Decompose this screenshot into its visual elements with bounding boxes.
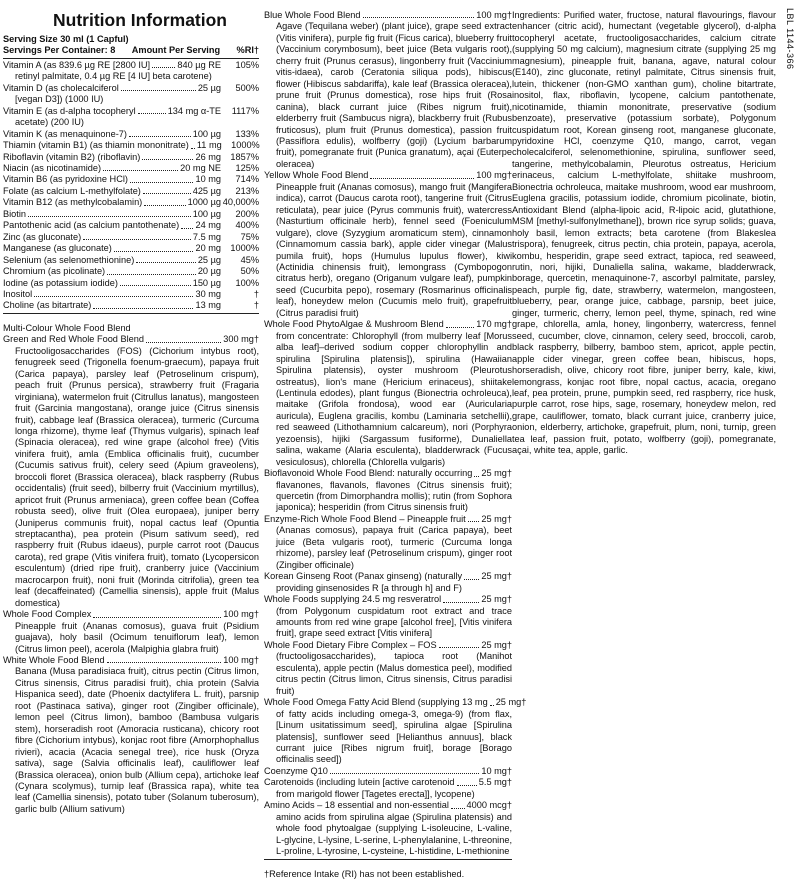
nutrient-ri: † (253, 288, 259, 299)
ingredients-text: Ingredients: Purified water, fructose, natural flavourings, flavour enhancer (citric acid), humectant (vegetable glycerol), d-alpha tocopheryl acetate, fructooligosaccharides, calcium citrate (supplying 50 mg calcium), magnesium citrate (supplying 25 mg magnesium), pineapple fruit, banana, agave, natural colour (E140), zinc gluconate, retinyl palmitate, Citrus sinensis fruit, lutein, thickener (non-GMO xanthan gum), choline bitartrate, inositol, flax, riboflavin, lycopene, calcium pantothenate, nicotinamide, thiamin mononitrate, preservative (sodium benzoate), preservative (potassium sorbate), Polygonum cuspidatum root, Korean ginseng root, manganese gluconate, pyridoxine HCl, coenzyme Q10, mango, carrot, vegan cholecalciferol, selenomethionine, spirulina, sunflower seed, tangerine, methylcobalamin, Pleurotus ostreatus, Hericium erinaceus, calcium L-methylfolate, shiitake mushroom, Bionectria ochroleuca, maitake mushroom, wood ear mushroom, Euglena gracilis, potassium iodide, chromium picolinate, biotin, Antioxidant Blend (alpha-lipoic acid, R-lipoic acid, glutathione, MSM [methyl-sulfonylmethane]), brown rice syrup solids; guava, holy basil, lemon extracts; beta carotene (from Blakeslea trispora), fenugreek, citrus pectin, chia protein, papaya, acerola, kombu, hesperidin, grape seed extract, tapioca, red seaweed, rutin, nori, hijiki, Dunaliella salina, wakame, bladderwrack, borage, quercetin, menaquinone-7, ascorbyl palmitate, parsley, peach, purple fig, date, strawberry, watermelon, mangosteen, blueberry, pear, orange juice, cabbage, parsnip, beet juice, ginger, turmeric, cherry, lemon peel, thyme, spinach, red wine grape, chlorella, amla, honey, lingonberry, watercress, fennel seed, cucumber, clove, cinnamon, celery seed, broccoli, carob, black raspberry, bilberry, bamboo stem, apricot, apple pectin, apple cider vinegar, green coffee bean, hibiscus, hops, horseradish, olive, chicory root fibre, juniper berry, kale, kiwi, lemongrass, konjac root fibre, nopal cactus, acacia, oregano leaf, pea protein, prune, pumpkin seed, red raspberry, rice husk, purple carrot, rose hips, sage, rosemary, honeydew melon, red grape, cauliflower, tomato, black currant juice, cranberry juice, onion, elderberry, artichoke, grapefruit, plum, noni, turnip, green tea leaf, passion fruit, potato, wolfberry (goji), pomegranate, açai, white tea, apple, garlic. (512, 10, 776, 456)
nutrient-detail: acetate) (200 IU) (15, 117, 84, 128)
nutrient-row (3, 209, 259, 220)
blend-row: Korean Ginseng Root (Panax ginseng) (naturally 25 mg† (264, 571, 512, 582)
nutrient-row (3, 278, 259, 289)
nutrient-amount: 1000 µg (187, 197, 221, 208)
blend-text: amino acids from spirulina algae (Spirulina platensis) and whole food phytoalgae (supplying L-isoleucine, L-valine, L-glycine, L-lysine, L-serine, L-phenylalanine, L-threonine, L-proline, L-tyrosine, L-cysteine, L-histidine, L-methionine (276, 811, 512, 857)
nutrition-facts-column (3, 10, 259, 815)
nutrient-name: Zinc (as gluconate) (3, 231, 82, 242)
nutrient-amount: 13 mg (195, 300, 221, 311)
nutrient-amount: 30 mg (195, 288, 221, 299)
divider (3, 313, 259, 314)
nutrient-ri: 1000% (231, 140, 260, 151)
nutrient-amount: 134 mg α-TE (167, 105, 221, 116)
blend-row: Enzyme-Rich Whole Food Blend – Pineapple fruit 25 mg† (264, 513, 512, 524)
nutrient-row (3, 220, 259, 231)
nutrient-row (3, 186, 259, 197)
nutrient-amount: 100 µg (192, 208, 221, 219)
nutrient-row (3, 140, 259, 151)
blend-text: Fructooligosaccharides (FOS) (Cichorium intybus root), fenugreek seed (Trigonella foenum-graecum), papaya fruit (Carica papaya), parsley leaf (Petroselinum crispum), peach fruit (Prunus persica), strawberry fruit (Fragaria virginiana), watermelon fruit (Citrullus lanatus), mangosteen fruit (Garcinia mangostana), orange juice (Citrus sinensis fruit), cabbage leaf (Brassica oleracea), turmeric (Curcuma longa rhizome), thyme leaf (Thymus vulgaris), spinach leaf (Spinacia oleracea), red wine grape (alcohol free) (Vitis vinifera fruit), amla (Emblica officinalis fruit), cucumber (Cucumis sativus fruit), celery seed (Apium graveolens), broccoli floret (Brassica oleracea), black raspberry (Rubus occidentalis) (fruit seed), bilberry fruit (Vaccinium myrtillus), apricot fruit (Prunus armeniaca), green coffee bean (Coffea robusta seed), olive fruit (Olea europaea), juniper berry (Juniperus communis fruit), nopal cactus leaf (Opuntia streptacantha), pea protein (Pisum sativum seed), red raspberry fruit (Rubus idaeus), purple carrot root (Daucus carota), red grape (Vitis vinifera fruit), tomato (Lycopersicon esculentum) (dried ripe fruit), cranberry juice (Vaccinium macrocarpon fruit), noni fruit (Morinda citrifolia), green tea leaf (decaffeinated) (Camellia sinensis), apple fruit (Malus domestica) (15, 345, 259, 608)
nutrient-amount: 25 µg (197, 82, 221, 93)
blend-row: Whole Food PhytoAlgae & Mushroom Blend 170 mg† (264, 319, 512, 330)
nutrient-row (3, 106, 259, 117)
nutrient-row (3, 60, 259, 71)
blend-text: Pineapple fruit (Ananas comosus), mango fruit (Mangifera indica), carrot (Daucus carota root), tangerine fruit (Citrus reticulata), pear juice (Pyrus communis fruit), watercress (Nasturtium officinale herb), fennel seed (Foeniculum vulgare), clove (Syzygium aromaticum stem), cinnamon (Cinnamomum cassia bark), apple cider vinegar (Malus pumila fruit), hops (Humulus lupulus flower), kiwi (Actinidia chinensis fruit), lemongrass (Cymbopogon citratus herb), oregano (Origanum vulgare leaf), pumpkin seed (Cucurbita pepo), rosemary (Rosmarinus officinalis leaf), honeydew melon (Cucumis melo fruit), grapefruit (Citrus paradisi fruit) (276, 181, 512, 318)
nutrient-amount: 20 mg NE (180, 162, 221, 173)
blend-text: Agave (Tequilana weber) (plant juice), grape seed extract (Vitis vinifera), purple fig fruit (Ficus carica), blueberry fruit (Vaccinium corymbosum), beet juice (Beta vulgaris root), cherry fruit (Prunus cerasus), lingonberry fruit (Vaccinium vitis-idaea), carob (Ceratonia siliqua pods), hibiscus flower (Hibiscus sabdariffa), kale leaf (Brassica oleracea), prune fruit (Prunus domestica), rose hips fruit (Rosa canina), black currant juice (Ribes nigrum fruit), elderberry fruit (Sambucus nigra), blackberry fruit (Rubus fruticosus), plum fruit (Prunus domestica), passion fruit (Passiflora edulis), wolfberry (goji) (Lycium barbarum fruit), pomegranate fruit (Punica granatum), açai (Euterpe oleracea) (276, 21, 512, 169)
nutrient-row (3, 197, 259, 208)
blend-row: White Whole Food Blend 100 mg† (3, 655, 259, 666)
nutrient-name: Pantothenic acid (as calcium pantothenate) (3, 220, 180, 231)
blend-text: from marigold flower [Tagetes erecta]], lycopene) (276, 788, 475, 799)
blend-row: Whole Foods supplying 24.5 mg resveratrol 25 mg† (264, 594, 512, 605)
blend-text: of fatty acids including omega-3, omega-9) (from flax, [Linum usitatissimum seed], spirulina algae [Spirulina platensis], sunflower seed [Helianthus annuus], black currant juice [Ribes nigrum fruit], borage [Borago officinalis seed]) (276, 708, 512, 765)
blend-text: from concentrate: Chlorophyll (from mulberry leaf [Morus alba leaf]–derived sodium copper chlorophyllin and spirulina [Spirulina platensis]), spirulina (Hawaiian Spirulina platensis), oyster mushroom (Pleurotus ostreatus), lion's mane (Hericium erinaceus), shiitake (Lentinula edodes), plant fungus (Bionectria ochroleuca), maitake (Grifola frondosa), wood ear (Auricularia auricula), Euglena gracilis, kombu (Laminaria setchellii), red seaweed (Lithothamnium calcareum), nori (Porphyra yezoensis), hijiki (Sargassum fusiforme), Dunaliella salina, wakame (Alaria esculenta), bladderwrack (Fucus vesiculosus), chlorella (Chlorella vulgaris) (276, 330, 512, 467)
nutrient-amount: 840 µg RE (177, 59, 221, 70)
serving-size: Serving Size 30 ml (1 Capful) (3, 34, 129, 44)
nutrient-ri: 50% (240, 266, 259, 277)
amount-header: Amount Per Serving (131, 45, 221, 56)
nutrient-name: Vitamin E (as d-alpha tocopheryl (3, 105, 136, 116)
nutrient-name: Thiamin (vitamin B1) (as thiamin mononitrate) (3, 140, 189, 151)
nutrient-row (3, 163, 259, 174)
nutrient-ri: 45% (240, 254, 259, 265)
blend-text: (fructooligosaccharides), tapioca root (Manihot esculenta), apple pectin (Malus domestica peel), modified citrus pectin (Citrus limon, Citrus sinensis, Citrus paradisi fruit) (276, 651, 512, 696)
nutrient-ri: 400% (235, 220, 259, 231)
blend-text: providing ginsenosides R [a through h] and F) (276, 582, 462, 593)
nutrient-name: Manganese (as gluconate) (3, 243, 112, 254)
blend-row: Carotenoids (including lutein [active carotenoid 5.5 mg† (264, 777, 512, 788)
nutrient-amount: 20 mg (195, 243, 221, 254)
blend-row: Whole Food Complex 100 mg† (3, 609, 259, 620)
nutrient-amount: 25 µg (197, 254, 221, 265)
panel-title: Nutrition Information (53, 10, 228, 30)
nutrient-detail: [vegan D3]) (1000 IU) (15, 94, 104, 105)
blend-row: Yellow Whole Food Blend 100 mg† (264, 170, 512, 181)
blend-row: Whole Food Omega Fatty Acid Blend (supplying 13 mg 25 mg† (264, 697, 527, 708)
servings-per-container: Servings Per Container: 8 (3, 45, 116, 56)
nutrient-amount: 10 mg (195, 174, 221, 185)
nutrient-amount: 24 mg (195, 220, 221, 231)
nutrient-row (3, 232, 259, 243)
blend-row: Blue Whole Food Blend 100 mg† (264, 10, 512, 20)
nutrient-name: Chromium (as picolinate) (3, 266, 106, 277)
multi-colour-header: Multi-Colour Whole Food Blend (3, 322, 131, 333)
divider (3, 58, 259, 59)
blend-row: Whole Food Dietary Fibre Complex – FOS 25 mg† (264, 639, 512, 650)
nutrient-row (3, 289, 259, 300)
nutrient-name: Vitamin A (as 839.6 µg RE [2800 IU] (3, 59, 151, 70)
nutrient-name: Biotin (3, 208, 26, 219)
nutrient-ri: 1000% (230, 243, 259, 254)
nutrient-ri: 213% (235, 185, 259, 196)
nutrient-amount: 11 mg (196, 140, 222, 151)
nutrient-name: Inositol (3, 288, 33, 299)
nutrient-name: Vitamin D (as cholecalciferol (3, 82, 119, 93)
nutrient-amount: 20 µg (197, 266, 221, 277)
blend-row: Green and Red Whole Food Blend 300 mg† (3, 334, 259, 345)
nutrient-name: Vitamin B6 (as pyridoxine HCl) (3, 174, 128, 185)
nutrient-amount: 7.5 mg (192, 231, 221, 242)
nutrient-amount: 425 µg (192, 185, 221, 196)
blend-text: (from Polygonum cuspidatum root extract and trace amounts from red wine grape [alcohol free], [Vitis vinifera fruit], grape seed extract [Vitis vinifera] (276, 605, 512, 639)
nutrient-name: Riboflavin (vitamin B2) (riboflavin) (3, 151, 141, 162)
vitamin-list (3, 60, 259, 312)
nutrient-detail: retinyl palmitate, 0.4 µg RE [4 IU] beta carotene) (15, 71, 212, 82)
nutrient-name: Selenium (as selenomethionine) (3, 254, 135, 265)
label-code: LBL 1144-366 (785, 8, 795, 70)
nutrient-name: Iodine (as potassium iodide) (3, 277, 118, 288)
divider (264, 859, 512, 860)
blend-text: flavanones, flavanols, flavones (Citrus sinensis fruit); quercetin (from Dimorphandra mollis); rutin (from Sophora japonica); hesperidin (from Citrus sinensis fruit) (276, 479, 512, 513)
nutrient-ri: 75% (240, 231, 259, 242)
nutrient-amount: 100 µg (192, 128, 221, 139)
blend-row: Bioflavonoid Whole Food Blend: naturally occurring 25 mg† (264, 468, 512, 479)
nutrient-ri: † (253, 300, 259, 311)
servings-header (3, 45, 259, 56)
nutrient-ri: 500% (235, 82, 259, 93)
nutrient-row (3, 83, 259, 94)
blend-text: (Ananas comosus), papaya fruit (Carica papaya), beet juice (Beta vulgaris root), turmeric (Curcuma longa rhizome), parsley leaf (Petroselinum crispum), ginger root (Zingiber officinale) (276, 525, 512, 570)
nutrient-ri: 40,000% (222, 197, 259, 208)
blend-text: Pineapple fruit (Ananas comosus), guava fruit (Psidium guajava), holy basil (Ocimum tenuiflorum leaf), lemon (Citrus limon peel), acerola (Malpighia glabra fruit) (15, 620, 259, 654)
nutrient-ri: 133% (235, 128, 259, 139)
nutrient-ri: 714% (235, 174, 259, 185)
nutrient-ri: 200% (235, 208, 259, 219)
ri-footnote: †Reference Intake (RI) has not been established. (264, 868, 465, 879)
nutrient-name: Folate (as calcium L-methylfolate) (3, 185, 141, 196)
nutrient-amount: 150 µg (192, 277, 221, 288)
nutrient-ri: 100% (235, 277, 259, 288)
nutrient-row (3, 300, 259, 311)
nutrient-ri: 125% (235, 162, 259, 173)
nutrient-row (3, 129, 259, 140)
blend-text: Banana (Musa paradisiaca fruit), citrus pectin (Citrus limon, Citrus sinensis, Citrus paradisi fruit), chia protein (Salvia Hispanica seed), date (Phoenix dactylifera L. fruit), parsnip root (Pastinaca sativa), ginger root (Zingiber officinale), lemon peel (Citrus limon), bamboo (Bambusa vulgaris stem), horseradish root (Amoracia rusticana), chicory root fibre (Cichorium intybus), konjac root fibre (Amorphophallus rivieri), acacia (Acacia senegal tree), rice husk (Oryza sativa), sage (Salvia officinalis leaf), cauliflower leaf (Brassica oleracea), onion bulb (Allium cepa), artichoke leaf (Cynara scolymus), turnip leaf (Brassica rapa), white tea leaf (Camellia sinensis), potato tuber (Solanum tuberosum), garlic bulb (Allium sativum) (15, 666, 259, 814)
nutrient-name: Niacin (as nicotinamide) (3, 162, 102, 173)
nutrient-name: Vitamin K (as menaquinone-7) (3, 128, 127, 139)
nutrient-row (3, 152, 259, 163)
nutrient-ri: 105% (235, 59, 259, 70)
nutrient-name: Choline (as bitartrate) (3, 300, 92, 311)
blend-row: Amino Acids – 18 essential and non-essential 4000 mcg† (264, 800, 512, 811)
nutrient-name: Vitamin B12 (as methylcobalamin) (3, 197, 143, 208)
nutrient-ri: 1117% (231, 105, 259, 116)
nutrient-row (3, 266, 259, 277)
nutrient-row (3, 243, 259, 254)
ri-header: %RI† (236, 45, 259, 56)
nutrient-row (3, 255, 259, 266)
blends-column (264, 10, 527, 880)
nutrient-row (3, 174, 259, 185)
nutrient-ri: 1857% (230, 151, 259, 162)
blend-row: Coenzyme Q10 10 mg† (264, 765, 512, 776)
nutrient-amount: 26 mg (195, 151, 221, 162)
